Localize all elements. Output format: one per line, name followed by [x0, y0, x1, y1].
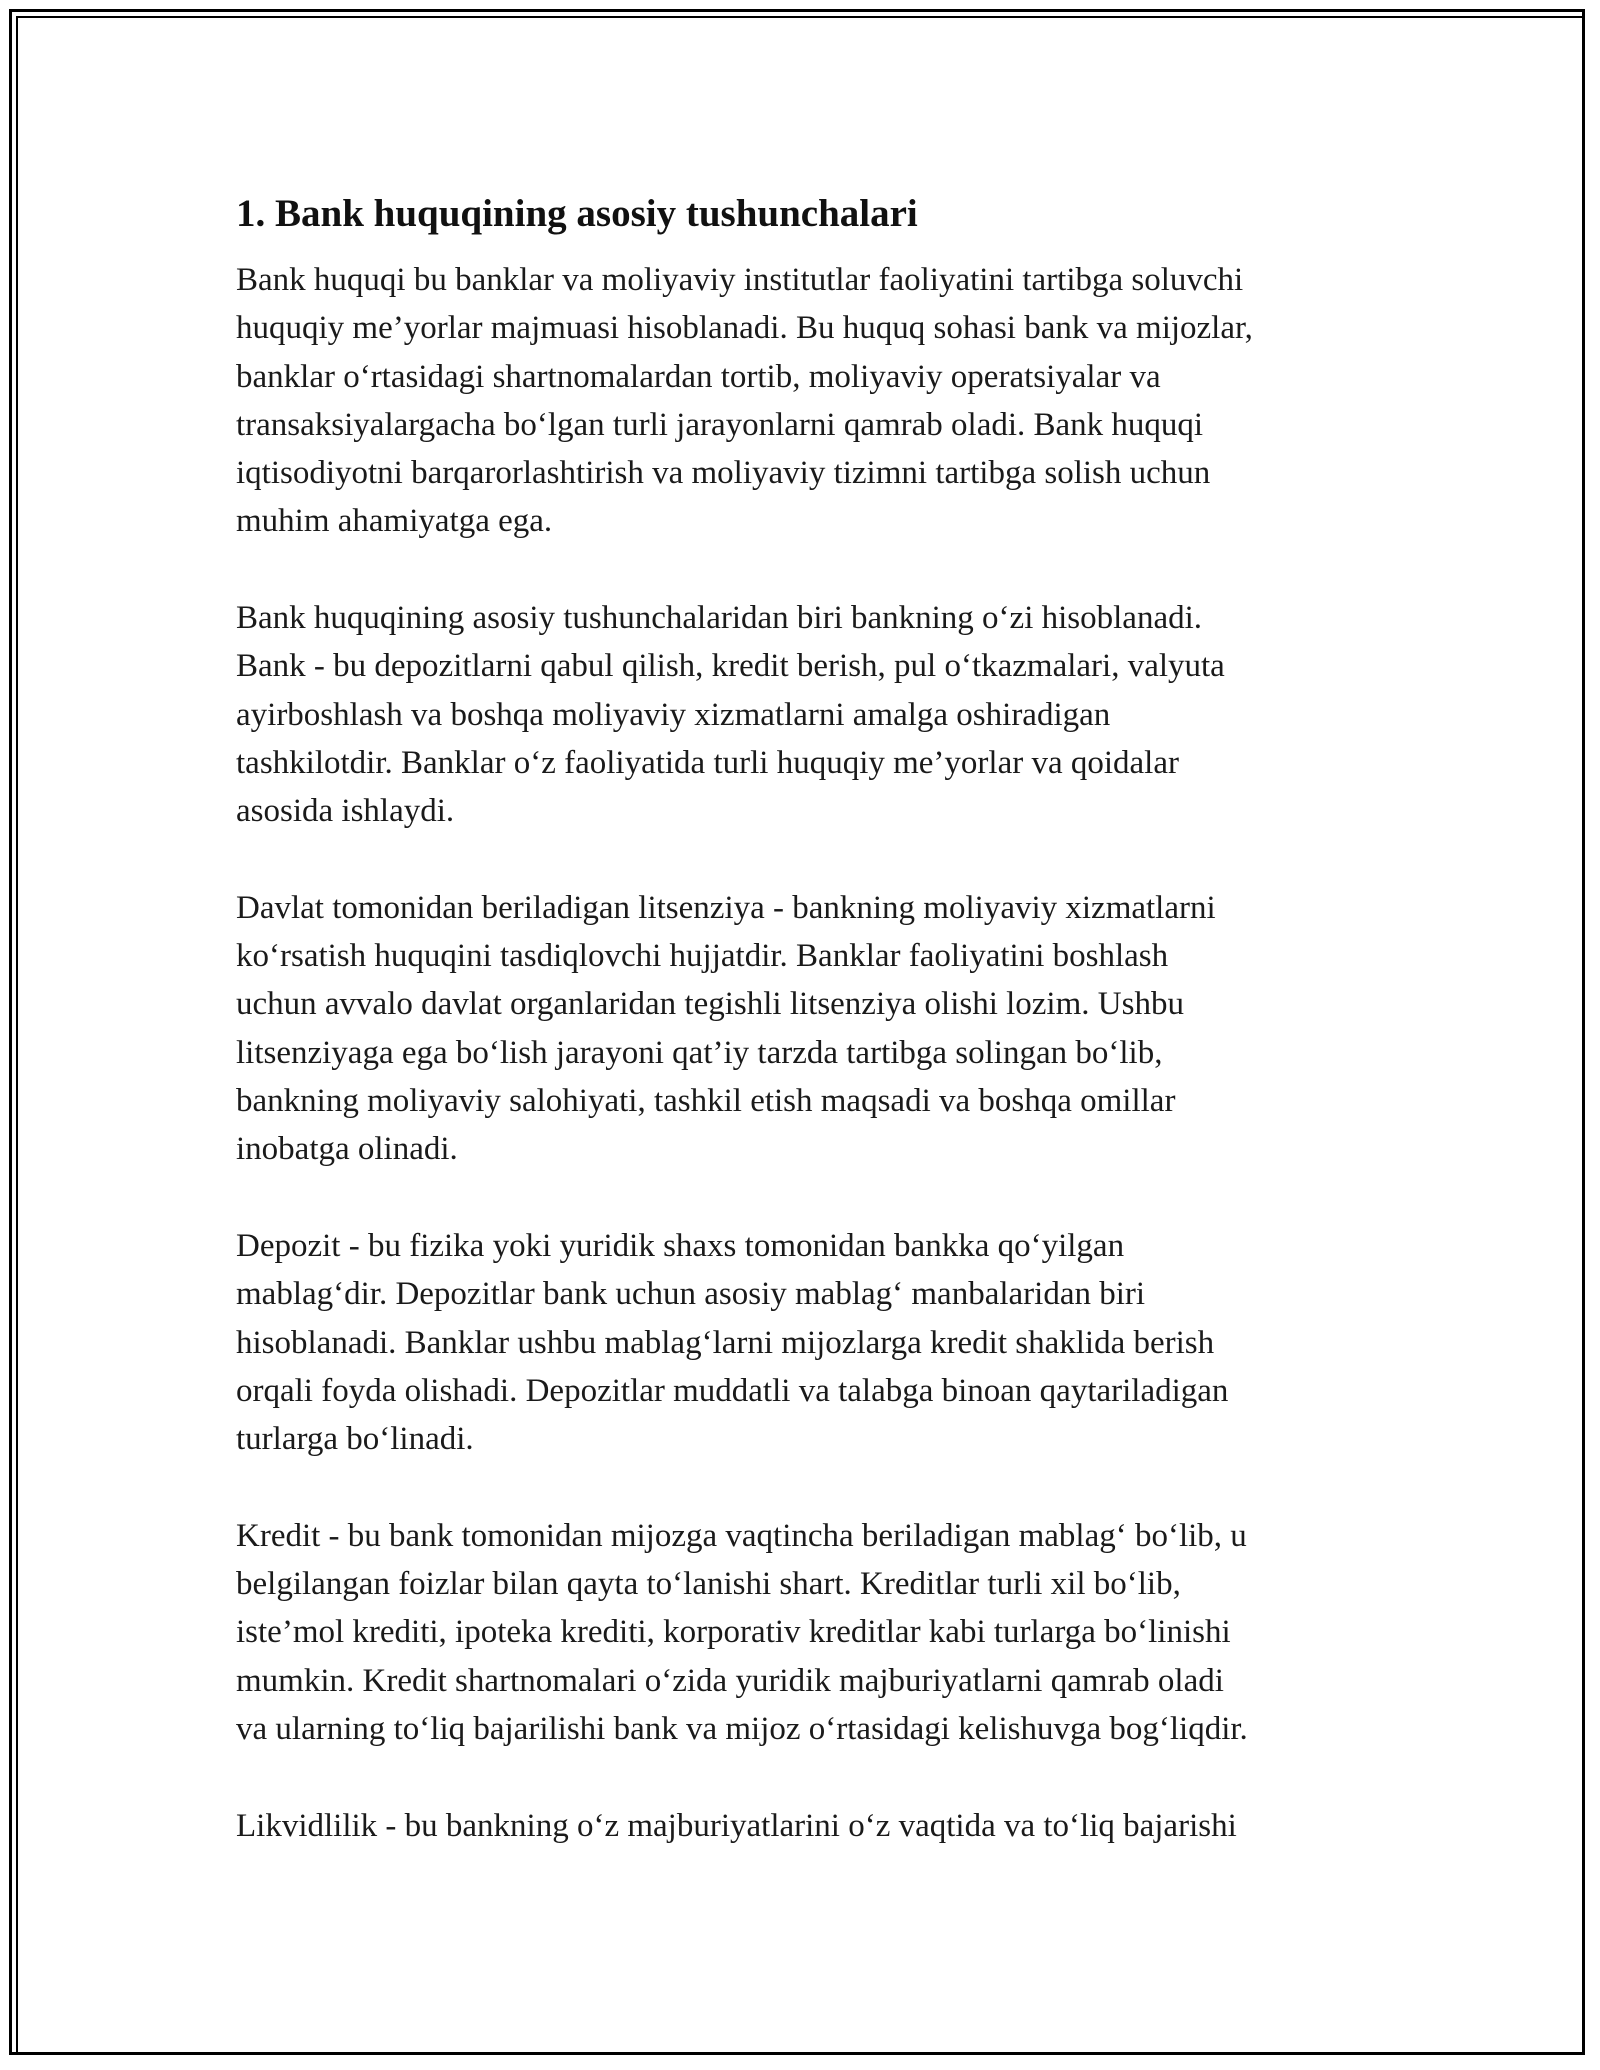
document-body [236, 186, 1386, 1898]
paragraph-bank-definition: Bank huquqining asosiy tushunchalaridan biri bankning o‘zi hisoblanadi. Bank - bu depozitlarni qabul qilish, kredit berish, pul o‘tkazmalari, valyuta ayirboshlash va boshqa moliyaviy xizmatlarni amalga oshiradigan tashkilotdir. Banklar o‘z faoliyatida turli huquqiy me’yorlar va qoidalar asosida ishlaydi. [236, 600, 1225, 830]
paragraph-bank-law-definition: Bank huquqi bu banklar va moliyaviy institutlar faoliyatini tartibga soluvchi huquqiy me’yorlar majmuasi hisoblanadi. Bu huquq sohasi bank va mijozlar, banklar o‘rtasidagi shartnomalardan tortib, moliyaviy operatsiyalar va transaksiyalargacha bo‘lgan turli jarayonlarni qamrab oladi. Bank huquqi iqtisodiyotni barqarorlashtirish va moliyaviy tizimni tartibga solish uchun muhim ahamiyatga ega. [236, 262, 1253, 540]
paragraph-credit: Kredit - bu bank tomonidan mijozga vaqtincha beriladigan mablag‘ bo‘lib, u belgilangan foizlar bilan qayta to‘lanishi shart. Kreditlar turli xil bo‘lib, iste’mol krediti, ipoteka krediti, korporativ kreditlar kabi turlarga bo‘linishi mumkin. Kredit shartnomalari o‘zida yuridik majburiyatlarni qamrab oladi va ularning to‘liq bajarilishi bank va mijoz o‘rtasidagi kelishuvga bog‘liqdir. [236, 1517, 1248, 1747]
paragraph-liquidity: Likvidlilik - bu bankning o‘z majburiyatlarini o‘z vaqtida va to‘liq bajarishi [236, 1807, 1237, 1844]
section-heading: 1. Bank huquqining asosiy tushunchalari [236, 192, 918, 235]
paragraph-license: Davlat tomonidan beriladigan litsenziya - bankning moliyaviy xizmatlarni ko‘rsatish huquqini tasdiqlovchi hujjatdir. Banklar faoliyatini boshlash uchun avvalo davlat organlaridan tegishli litsenziya olishi lozim. Ushbu litsenziyaga ega bo‘lish jarayoni qat’iy tarzda tartibga solingan bo‘lib, bankning moliyaviy salohiyati, tashkil etish maqsadi va boshqa omillar inobatga olinadi. [236, 889, 1216, 1168]
paragraph-deposit: Depozit - bu fizika yoki yuridik shaxs tomonidan bankka qo‘yilgan mablag‘dir. Depozitlar bank uchun asosiy mablag‘ manbalaridan biri hisoblanadi. Banklar ushbu mablag‘larni mijozlarga kredit shaklida berish orqali foyda olishadi. Depozitlar muddatli va talabga binoan qaytariladigan turlarga bo‘linadi. [236, 1227, 1229, 1458]
